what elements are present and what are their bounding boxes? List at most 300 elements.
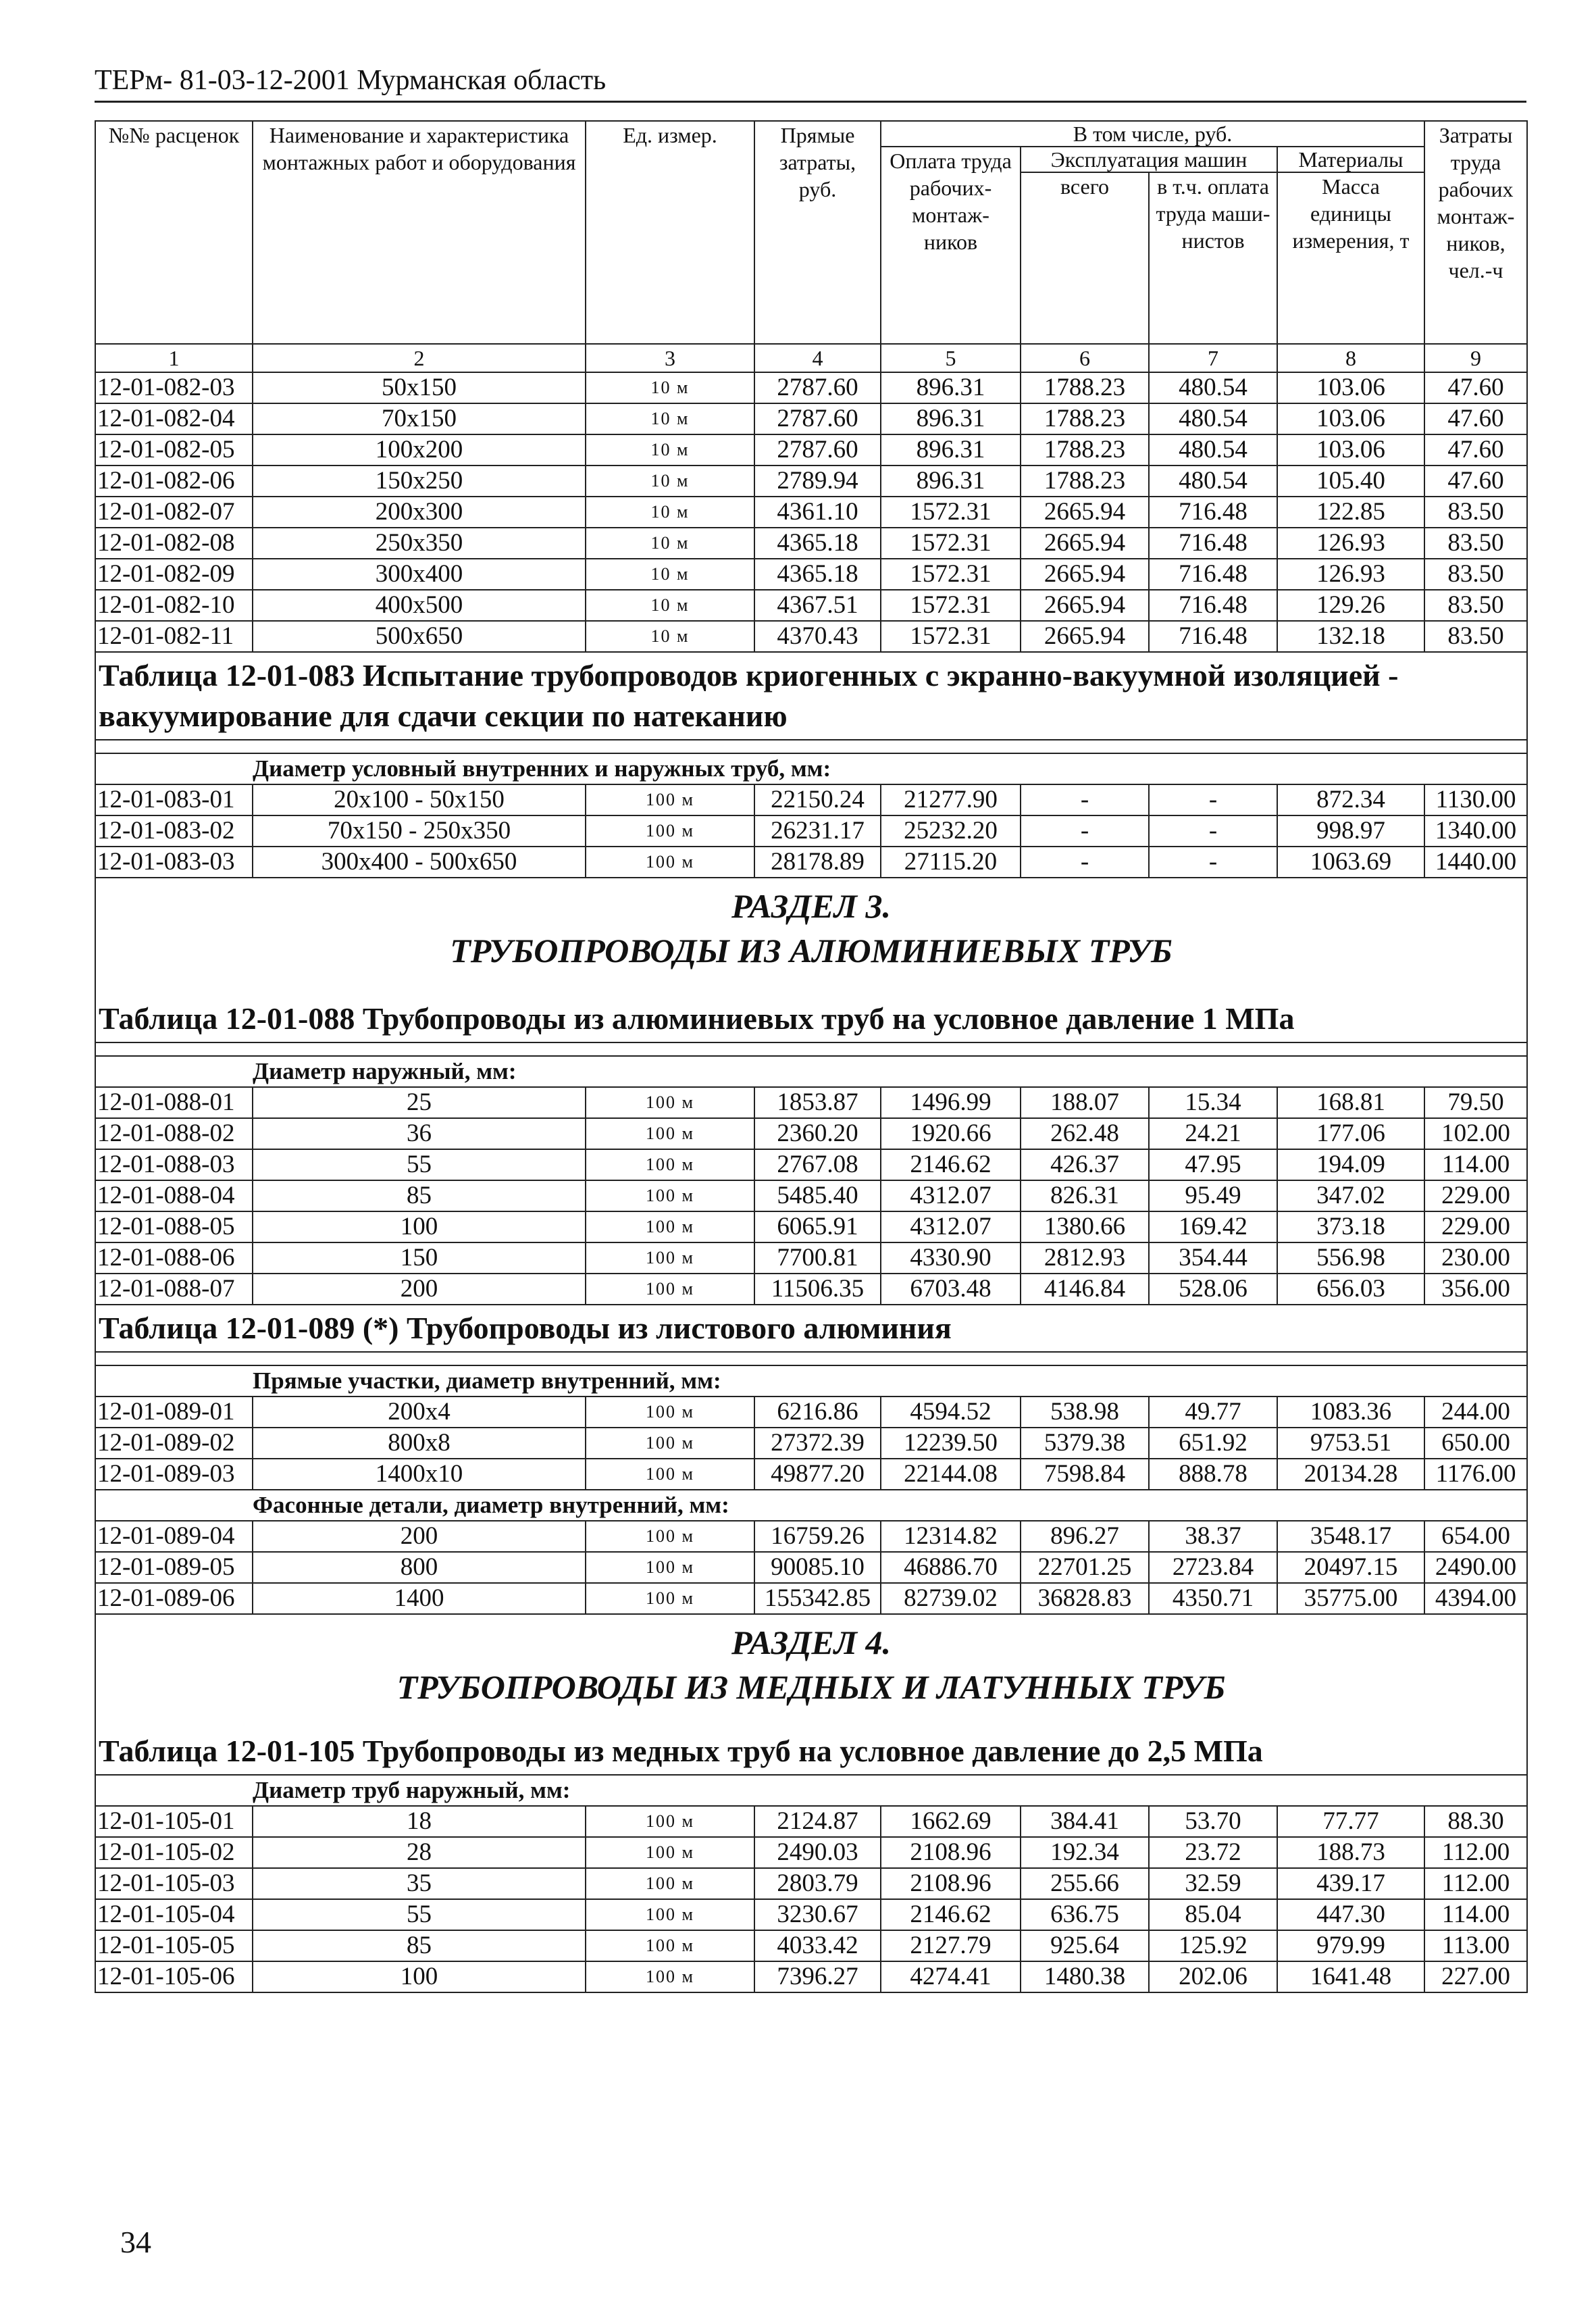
machinist-pay: 85.04: [1149, 1899, 1277, 1930]
item-name: 50x150: [253, 372, 586, 403]
machinist-pay: 23.72: [1149, 1837, 1277, 1868]
materials-mass: 103.06: [1277, 403, 1424, 434]
item-name: 85: [253, 1180, 586, 1211]
table-row: [95, 1087, 1527, 1118]
machinist-pay: 202.06: [1149, 1961, 1277, 1992]
rate-code: 12-01-089-03: [95, 1459, 253, 1490]
direct-cost: 4370.43: [754, 621, 881, 652]
labor-hours: 356.00: [1424, 1274, 1527, 1305]
labor-pay: 2127.79: [881, 1930, 1021, 1961]
col-header-including: В том числе, руб.: [881, 121, 1424, 147]
machinist-pay: 95.49: [1149, 1180, 1277, 1211]
item-name: 500x650: [253, 621, 586, 652]
page-header: ТЕРм- 81-03-12-2001 Мурманская область: [95, 64, 1526, 103]
item-name: 100x200: [253, 434, 586, 466]
spacer: [95, 1042, 1527, 1056]
materials-mass: 20497.15: [1277, 1552, 1424, 1583]
labor-hours: 1130.00: [1424, 784, 1527, 815]
table-row: [95, 847, 1527, 878]
item-name: 200x4: [253, 1397, 586, 1428]
unit: 100 м: [586, 1806, 754, 1837]
group-089a: [95, 1397, 1527, 1490]
table-row: [95, 559, 1527, 590]
labor-hours: 83.50: [1424, 528, 1527, 559]
machinist-pay: 480.54: [1149, 466, 1277, 497]
unit: 100 м: [586, 1397, 754, 1428]
rate-code: 12-01-082-10: [95, 590, 253, 621]
rate-code: 12-01-088-03: [95, 1149, 253, 1180]
labor-hours: 650.00: [1424, 1428, 1527, 1459]
labor-pay: 12239.50: [881, 1428, 1021, 1459]
labor-hours: 88.30: [1424, 1806, 1527, 1837]
machines-total: 925.64: [1021, 1930, 1149, 1961]
rate-code: 12-01-088-06: [95, 1242, 253, 1274]
table-row: [95, 1583, 1527, 1614]
col-header-labor-hours: Затраты труда рабочих монтаж-ников, чел.-ч: [1424, 121, 1527, 344]
labor-pay: 1572.31: [881, 559, 1021, 590]
item-name: 100: [253, 1211, 586, 1242]
col-header-mass: Масса единицы измерения, т: [1277, 172, 1424, 344]
table-089-fittings: [95, 1490, 1527, 1521]
rate-code: 12-01-105-02: [95, 1837, 253, 1868]
labor-hours: 230.00: [1424, 1242, 1527, 1274]
table-row: [95, 466, 1527, 497]
unit: 100 м: [586, 1242, 754, 1274]
rate-code: 12-01-105-01: [95, 1806, 253, 1837]
col-header-materials: Материалы: [1277, 147, 1424, 172]
unit: 10 м: [586, 403, 754, 434]
labor-hours: 4394.00: [1424, 1583, 1527, 1614]
machines-total: 7598.84: [1021, 1459, 1149, 1490]
table-row: [95, 1428, 1527, 1459]
col-header-unit: Ед. измер.: [586, 121, 754, 344]
table-088-title: Таблица 12-01-088 Трубопроводы из алюминиевых труб на условное давление 1 МПа: [95, 978, 1527, 1042]
labor-hours: 47.60: [1424, 403, 1527, 434]
machines-total: -: [1021, 847, 1149, 878]
unit: 100 м: [586, 1552, 754, 1583]
table-083-title: Таблица 12-01-083 Испытание трубопроводов криогенных с экранно-вакуумной изоляцией - вакуумирование для сдачи секции по натеканию: [95, 652, 1527, 740]
item-name: 1400: [253, 1583, 586, 1614]
machinist-pay: 38.37: [1149, 1521, 1277, 1552]
labor-pay: 4594.52: [881, 1397, 1021, 1428]
machinist-pay: 49.77: [1149, 1397, 1277, 1428]
machines-total: 384.41: [1021, 1806, 1149, 1837]
table-row: [95, 1521, 1527, 1552]
materials-mass: 556.98: [1277, 1242, 1424, 1274]
labor-hours: 83.50: [1424, 621, 1527, 652]
machines-total: 4146.84: [1021, 1274, 1149, 1305]
labor-hours: 47.60: [1424, 434, 1527, 466]
direct-cost: 5485.40: [754, 1180, 881, 1211]
machines-total: 188.07: [1021, 1087, 1149, 1118]
materials-mass: 447.30: [1277, 1899, 1424, 1930]
rate-code: 12-01-088-02: [95, 1118, 253, 1149]
col-number: 6: [1021, 344, 1149, 372]
machinist-pay: 480.54: [1149, 403, 1277, 434]
machines-total: 262.48: [1021, 1118, 1149, 1149]
labor-hours: 654.00: [1424, 1521, 1527, 1552]
labor-pay: 4274.41: [881, 1961, 1021, 1992]
rate-code: 12-01-088-01: [95, 1087, 253, 1118]
unit: 100 м: [586, 1118, 754, 1149]
labor-hours: 47.60: [1424, 372, 1527, 403]
materials-mass: 656.03: [1277, 1274, 1424, 1305]
group-105: [95, 1806, 1527, 1992]
rate-code: 12-01-082-03: [95, 372, 253, 403]
item-name: 800x8: [253, 1428, 586, 1459]
labor-hours: 83.50: [1424, 497, 1527, 528]
labor-hours: 229.00: [1424, 1180, 1527, 1211]
machines-total: 2665.94: [1021, 621, 1149, 652]
col-header-machinist-pay: в т.ч. оплата труда маши-нистов: [1149, 172, 1277, 344]
direct-cost: 2360.20: [754, 1118, 881, 1149]
item-name: 85: [253, 1930, 586, 1961]
item-name: 25: [253, 1087, 586, 1118]
rate-code: 12-01-083-03: [95, 847, 253, 878]
machinist-pay: 651.92: [1149, 1428, 1277, 1459]
direct-cost: 2787.60: [754, 434, 881, 466]
table-row: [95, 1211, 1527, 1242]
machines-total: 1788.23: [1021, 372, 1149, 403]
materials-mass: 3548.17: [1277, 1521, 1424, 1552]
labor-pay: 896.31: [881, 466, 1021, 497]
labor-hours: 2490.00: [1424, 1552, 1527, 1583]
unit: 100 м: [586, 1521, 754, 1552]
machines-total: 5379.38: [1021, 1428, 1149, 1459]
table-row: [95, 1397, 1527, 1428]
rate-code: 12-01-088-07: [95, 1274, 253, 1305]
table-row: [95, 1180, 1527, 1211]
unit: 10 м: [586, 590, 754, 621]
table-089-title: Таблица 12-01-089 (*) Трубопроводы из листового алюминия: [95, 1305, 1527, 1352]
table-row: [95, 621, 1527, 652]
item-name: 400x500: [253, 590, 586, 621]
item-name: 100: [253, 1961, 586, 1992]
col-header-direct: Прямые затраты, руб.: [754, 121, 881, 344]
direct-cost: 2767.08: [754, 1149, 881, 1180]
labor-pay: 1662.69: [881, 1806, 1021, 1837]
machinist-pay: 888.78: [1149, 1459, 1277, 1490]
materials-mass: 129.26: [1277, 590, 1424, 621]
table-row: [95, 1961, 1527, 1992]
materials-mass: 9753.51: [1277, 1428, 1424, 1459]
direct-cost: 2787.60: [754, 403, 881, 434]
machines-total: 636.75: [1021, 1899, 1149, 1930]
table-row: [95, 815, 1527, 847]
labor-pay: 896.31: [881, 434, 1021, 466]
direct-cost: 1853.87: [754, 1087, 881, 1118]
direct-cost: 2490.03: [754, 1837, 881, 1868]
item-name: 28: [253, 1837, 586, 1868]
rate-code: 12-01-082-11: [95, 621, 253, 652]
page-number: 34: [120, 2225, 151, 2259]
spacer: [95, 1352, 1527, 1365]
unit: 10 м: [586, 434, 754, 466]
rate-code: 12-01-105-04: [95, 1899, 253, 1930]
column-numbers-row: [95, 344, 1527, 372]
group-088: [95, 1087, 1527, 1305]
direct-cost: 2803.79: [754, 1868, 881, 1899]
unit: 100 м: [586, 1180, 754, 1211]
rate-code: 12-01-082-05: [95, 434, 253, 466]
materials-mass: 998.97: [1277, 815, 1424, 847]
labor-pay: 21277.90: [881, 784, 1021, 815]
table-header: [95, 121, 1527, 372]
col-number: 9: [1424, 344, 1527, 372]
unit: 100 м: [586, 1087, 754, 1118]
machines-total: 1788.23: [1021, 434, 1149, 466]
item-name: 150x250: [253, 466, 586, 497]
rate-code: 12-01-088-04: [95, 1180, 253, 1211]
rate-code: 12-01-089-01: [95, 1397, 253, 1428]
labor-pay: 2108.96: [881, 1837, 1021, 1868]
item-name: 36: [253, 1118, 586, 1149]
direct-cost: 4367.51: [754, 590, 881, 621]
materials-mass: 872.34: [1277, 784, 1424, 815]
col-header-code: №№ расценок: [95, 121, 253, 344]
labor-pay: 27115.20: [881, 847, 1021, 878]
materials-mass: 1083.36: [1277, 1397, 1424, 1428]
machines-total: 426.37: [1021, 1149, 1149, 1180]
direct-cost: 28178.89: [754, 847, 881, 878]
table-row: [95, 590, 1527, 621]
table-row: [95, 434, 1527, 466]
rate-code: 12-01-083-02: [95, 815, 253, 847]
group-083: [95, 784, 1527, 878]
materials-mass: 979.99: [1277, 1930, 1424, 1961]
table-row: [95, 403, 1527, 434]
unit: 10 м: [586, 497, 754, 528]
table-row: [95, 784, 1527, 815]
machines-total: 1380.66: [1021, 1211, 1149, 1242]
materials-mass: 77.77: [1277, 1806, 1424, 1837]
materials-mass: 1063.69: [1277, 847, 1424, 878]
rate-code: 12-01-082-08: [95, 528, 253, 559]
col-header-machines-total: всего: [1021, 172, 1149, 344]
labor-pay: 1572.31: [881, 497, 1021, 528]
labor-pay: 1572.31: [881, 590, 1021, 621]
labor-hours: 1340.00: [1424, 815, 1527, 847]
table-row: [95, 1837, 1527, 1868]
direct-cost: 6216.86: [754, 1397, 881, 1428]
unit: 100 м: [586, 1428, 754, 1459]
labor-pay: 6703.48: [881, 1274, 1021, 1305]
item-name: 55: [253, 1149, 586, 1180]
machines-total: 192.34: [1021, 1837, 1149, 1868]
rate-code: 12-01-083-01: [95, 784, 253, 815]
table-row: [95, 1242, 1527, 1274]
item-name: 200x300: [253, 497, 586, 528]
table-row: [95, 1552, 1527, 1583]
table-105-subheading: Диаметр труб наружный, мм:: [95, 1775, 1527, 1806]
machines-total: 22701.25: [1021, 1552, 1149, 1583]
machines-total: 36828.83: [1021, 1583, 1149, 1614]
machinist-pay: 480.54: [1149, 372, 1277, 403]
machines-total: 2665.94: [1021, 497, 1149, 528]
labor-pay: 1572.31: [881, 528, 1021, 559]
unit: 100 м: [586, 815, 754, 847]
direct-cost: 26231.17: [754, 815, 881, 847]
item-name: 18: [253, 1806, 586, 1837]
item-name: 300x400: [253, 559, 586, 590]
materials-mass: 103.06: [1277, 434, 1424, 466]
table-row: [95, 497, 1527, 528]
labor-pay: 12314.82: [881, 1521, 1021, 1552]
materials-mass: 188.73: [1277, 1837, 1424, 1868]
machines-total: 1788.23: [1021, 466, 1149, 497]
labor-pay: 82739.02: [881, 1583, 1021, 1614]
labor-hours: 47.60: [1424, 466, 1527, 497]
table-088-subheading: Диаметр наружный, мм:: [95, 1056, 1527, 1087]
table-083-subheading: Диаметр условный внутренних и наружных труб, мм:: [95, 753, 1527, 784]
labor-hours: 102.00: [1424, 1118, 1527, 1149]
rates-table: [95, 120, 1528, 1993]
machinist-pay: 4350.71: [1149, 1583, 1277, 1614]
labor-hours: 114.00: [1424, 1899, 1527, 1930]
direct-cost: 2124.87: [754, 1806, 881, 1837]
rate-code: 12-01-105-03: [95, 1868, 253, 1899]
materials-mass: 122.85: [1277, 497, 1424, 528]
labor-hours: 112.00: [1424, 1837, 1527, 1868]
unit: 10 м: [586, 528, 754, 559]
table-089-subheading-fittings: Фасонные детали, диаметр внутренний, мм:: [95, 1490, 1527, 1521]
unit: 100 м: [586, 1211, 754, 1242]
table-row: [95, 1930, 1527, 1961]
labor-hours: 114.00: [1424, 1149, 1527, 1180]
table-row: [95, 1899, 1527, 1930]
machines-total: 538.98: [1021, 1397, 1149, 1428]
machinist-pay: 716.48: [1149, 497, 1277, 528]
table-row: [95, 1806, 1527, 1837]
group-089b: [95, 1521, 1527, 1614]
direct-cost: 7700.81: [754, 1242, 881, 1274]
machines-total: -: [1021, 784, 1149, 815]
table-105-title: Таблица 12-01-105 Трубопроводы из медных труб на условное давление до 2,5 МПа: [95, 1715, 1527, 1775]
table-row: [95, 1118, 1527, 1149]
materials-mass: 177.06: [1277, 1118, 1424, 1149]
materials-mass: 439.17: [1277, 1868, 1424, 1899]
machines-total: 1788.23: [1021, 403, 1149, 434]
table-row: [95, 1149, 1527, 1180]
rate-code: 12-01-082-04: [95, 403, 253, 434]
direct-cost: 4365.18: [754, 559, 881, 590]
direct-cost: 7396.27: [754, 1961, 881, 1992]
machinist-pay: 2723.84: [1149, 1552, 1277, 1583]
machines-total: 2665.94: [1021, 559, 1149, 590]
col-number: 8: [1277, 344, 1424, 372]
direct-cost: 6065.91: [754, 1211, 881, 1242]
labor-pay: 2146.62: [881, 1149, 1021, 1180]
labor-pay: 896.31: [881, 372, 1021, 403]
direct-cost: 2787.60: [754, 372, 881, 403]
machinist-pay: 480.54: [1149, 434, 1277, 466]
unit: 100 м: [586, 1459, 754, 1490]
item-name: 35: [253, 1868, 586, 1899]
labor-pay: 46886.70: [881, 1552, 1021, 1583]
section-4-heading: РАЗДЕЛ 4. ТРУБОПРОВОДЫ ИЗ МЕДНЫХ И ЛАТУННЫХ ТРУБ: [95, 1614, 1527, 1715]
unit: 100 м: [586, 1899, 754, 1930]
machines-total: -: [1021, 815, 1149, 847]
machinist-pay: 169.42: [1149, 1211, 1277, 1242]
direct-cost: 16759.26: [754, 1521, 881, 1552]
col-header-labor-pay: Оплата труда рабочих-монтаж-ников: [881, 147, 1021, 344]
table-row: [95, 1274, 1527, 1305]
unit: 100 м: [586, 847, 754, 878]
machinist-pay: 24.21: [1149, 1118, 1277, 1149]
item-name: 200: [253, 1521, 586, 1552]
machinist-pay: 354.44: [1149, 1242, 1277, 1274]
rate-code: 12-01-082-06: [95, 466, 253, 497]
direct-cost: 3230.67: [754, 1899, 881, 1930]
materials-mass: 168.81: [1277, 1087, 1424, 1118]
table-089-subheading-straight: Прямые участки, диаметр внутренний, мм:: [95, 1365, 1527, 1397]
col-number: 4: [754, 344, 881, 372]
machinist-pay: 528.06: [1149, 1274, 1277, 1305]
direct-cost: 90085.10: [754, 1552, 881, 1583]
rate-code: 12-01-089-06: [95, 1583, 253, 1614]
materials-mass: 126.93: [1277, 528, 1424, 559]
table-row: [95, 1459, 1527, 1490]
machines-total: 896.27: [1021, 1521, 1149, 1552]
machinist-pay: 716.48: [1149, 590, 1277, 621]
item-name: 800: [253, 1552, 586, 1583]
item-name: 200: [253, 1274, 586, 1305]
machinist-pay: -: [1149, 784, 1277, 815]
section-3-heading: РАЗДЕЛ 3. ТРУБОПРОВОДЫ ИЗ АЛЮМИНИЕВЫХ ТРУБ: [95, 878, 1527, 978]
table-083: [95, 652, 1527, 784]
col-number: 3: [586, 344, 754, 372]
table-row: [95, 528, 1527, 559]
rate-code: 12-01-082-09: [95, 559, 253, 590]
item-name: 150: [253, 1242, 586, 1274]
item-name: 70x150: [253, 403, 586, 434]
col-number: 7: [1149, 344, 1277, 372]
materials-mass: 103.06: [1277, 372, 1424, 403]
machines-total: 2812.93: [1021, 1242, 1149, 1274]
direct-cost: 11506.35: [754, 1274, 881, 1305]
machines-total: 255.66: [1021, 1868, 1149, 1899]
unit: 100 м: [586, 1149, 754, 1180]
table-row: [95, 1868, 1527, 1899]
machinist-pay: 716.48: [1149, 621, 1277, 652]
materials-mass: 126.93: [1277, 559, 1424, 590]
materials-mass: 132.18: [1277, 621, 1424, 652]
machines-total: 826.31: [1021, 1180, 1149, 1211]
direct-cost: 49877.20: [754, 1459, 881, 1490]
direct-cost: 22150.24: [754, 784, 881, 815]
labor-hours: 112.00: [1424, 1868, 1527, 1899]
materials-mass: 35775.00: [1277, 1583, 1424, 1614]
rate-code: 12-01-105-06: [95, 1961, 253, 1992]
rate-code: 12-01-089-02: [95, 1428, 253, 1459]
col-number: 2: [253, 344, 586, 372]
machinist-pay: 125.92: [1149, 1930, 1277, 1961]
direct-cost: 155342.85: [754, 1583, 881, 1614]
direct-cost: 4033.42: [754, 1930, 881, 1961]
unit: 10 м: [586, 372, 754, 403]
unit: 100 м: [586, 1930, 754, 1961]
rate-code: 12-01-089-04: [95, 1521, 253, 1552]
unit: 100 м: [586, 1837, 754, 1868]
materials-mass: 194.09: [1277, 1149, 1424, 1180]
labor-hours: 244.00: [1424, 1397, 1527, 1428]
machinist-pay: 53.70: [1149, 1806, 1277, 1837]
section-3: [95, 878, 1527, 1087]
machines-total: 2665.94: [1021, 590, 1149, 621]
unit: 10 м: [586, 466, 754, 497]
materials-mass: 105.40: [1277, 466, 1424, 497]
unit: 10 м: [586, 621, 754, 652]
